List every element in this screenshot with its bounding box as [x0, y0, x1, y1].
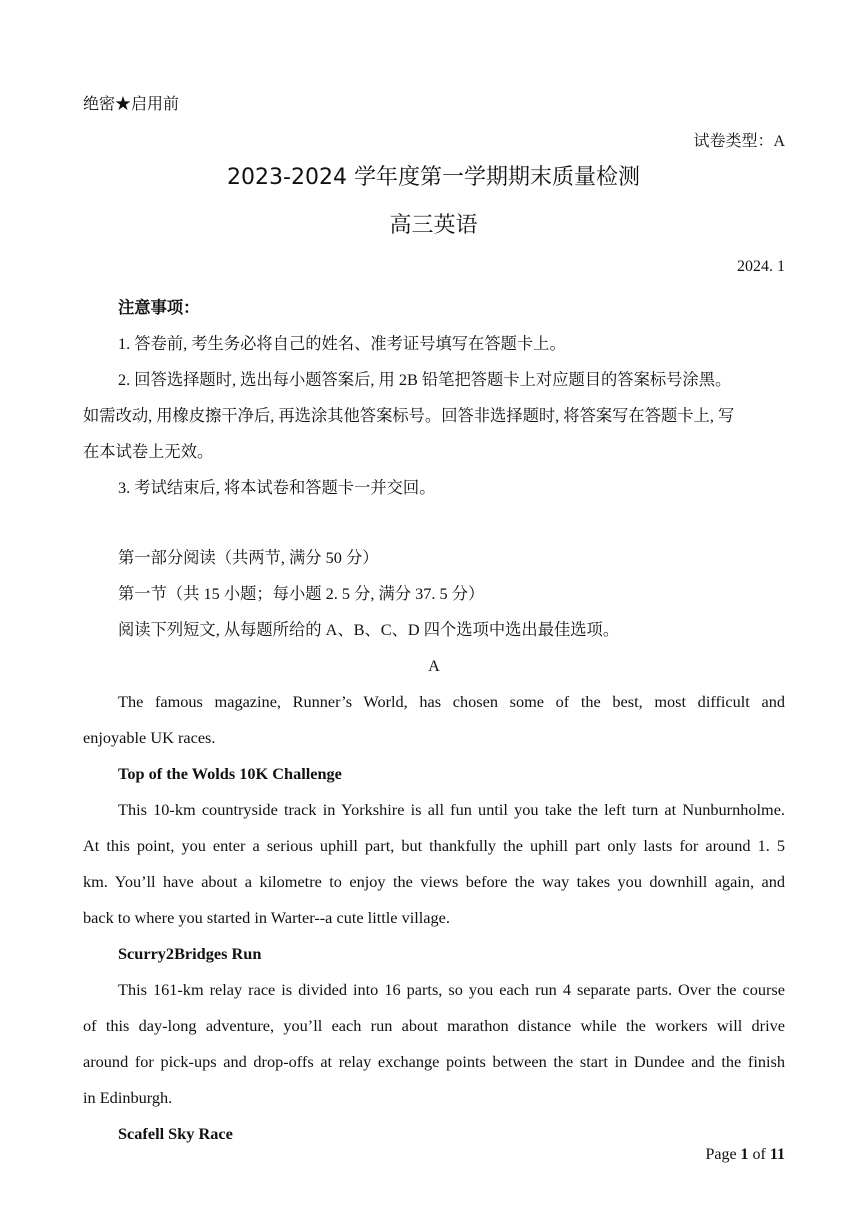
race-1-line-1: This 10-km countryside track in Yorkshire is all fun until you take the left turn at Nunburnholme. [118, 800, 785, 819]
race-2-line-2: of this day-long adventure, you’ll each run about marathon distance while the workers will drive [83, 1016, 785, 1035]
page-subtitle: 高三英语 [389, 213, 478, 238]
section-instruction: 阅读下列短文, 从每题所给的 A、B、C、D 四个选项中选出最佳选项。 [118, 620, 620, 639]
note-item-2-line-3: 在本试卷上无效。 [83, 442, 214, 461]
passage-intro-line-1: The famous magazine, Runner’s World, has chosen some of the best, most difficult and [118, 692, 785, 711]
note-item-2-line-1: 2. 回答选择题时, 选出每小题答案后, 用 2B 铅笔把答题卡上对应题目的答案标号涂黑。 [118, 370, 732, 389]
race-1-line-2: At this point, you enter a serious uphill part, but thankfully the uphill part only lasts for around 1. 5 [83, 836, 785, 855]
note-item-3: 3. 考试结束后, 将本试卷和答题卡一并交回。 [118, 478, 436, 497]
passage-letter: A [428, 656, 440, 675]
page-number [705, 1146, 785, 1164]
exam-date: 2024. 1 [737, 258, 785, 275]
race-heading-1: Top of the Wolds 10K Challenge [118, 764, 342, 783]
of-word: of [752, 1146, 766, 1163]
paper-type: 试卷类型：A [693, 133, 785, 150]
race-2-line-1: This 161-km relay race is divided into 16 parts, so you each run 4 separate parts. Over the course [118, 980, 785, 999]
passage-intro-line-2: enjoyable UK races. [83, 728, 216, 747]
note-item-2-line-2: 如需改动, 用橡皮擦干净后, 再选涂其他答案标号。回答非选择题时, 将答案写在答题卡上, 写 [83, 406, 735, 425]
note-item-1: 1. 答卷前, 考生务必将自己的姓名、准考证号填写在答题卡上。 [118, 334, 566, 353]
notes-heading: 注意事项： [118, 298, 200, 317]
race-heading-3: Scafell Sky Race [118, 1124, 233, 1143]
total-pages: 11 [769, 1146, 785, 1163]
current-page: 1 [740, 1146, 749, 1163]
race-2-line-4: in Edinburgh. [83, 1088, 173, 1107]
document-body [83, 290, 785, 1152]
confidential-label: 绝密★启用前 [83, 96, 180, 113]
section-heading: 第一节（共 15 小题；每小题 2. 5 分, 满分 37. 5 分） [118, 584, 485, 603]
page-title: 2023-2024 学年度第一学期期末质量检测 [227, 165, 640, 190]
spacer [83, 506, 785, 540]
part-heading: 第一部分阅读（共两节, 满分 50 分） [118, 548, 379, 567]
race-1-line-3: km. You’ll have about a kilometre to enjoy the views before the way takes you downhill again, and [83, 872, 785, 891]
race-2-line-3: around for pick-ups and drop-offs at relay exchange points between the start in Dundee and the finish [83, 1052, 785, 1071]
page-word: Page [705, 1146, 737, 1163]
race-heading-2: Scurry2Bridges Run [118, 944, 262, 963]
race-1-line-4: back to where you started in Warter--a cute little village. [83, 908, 450, 927]
